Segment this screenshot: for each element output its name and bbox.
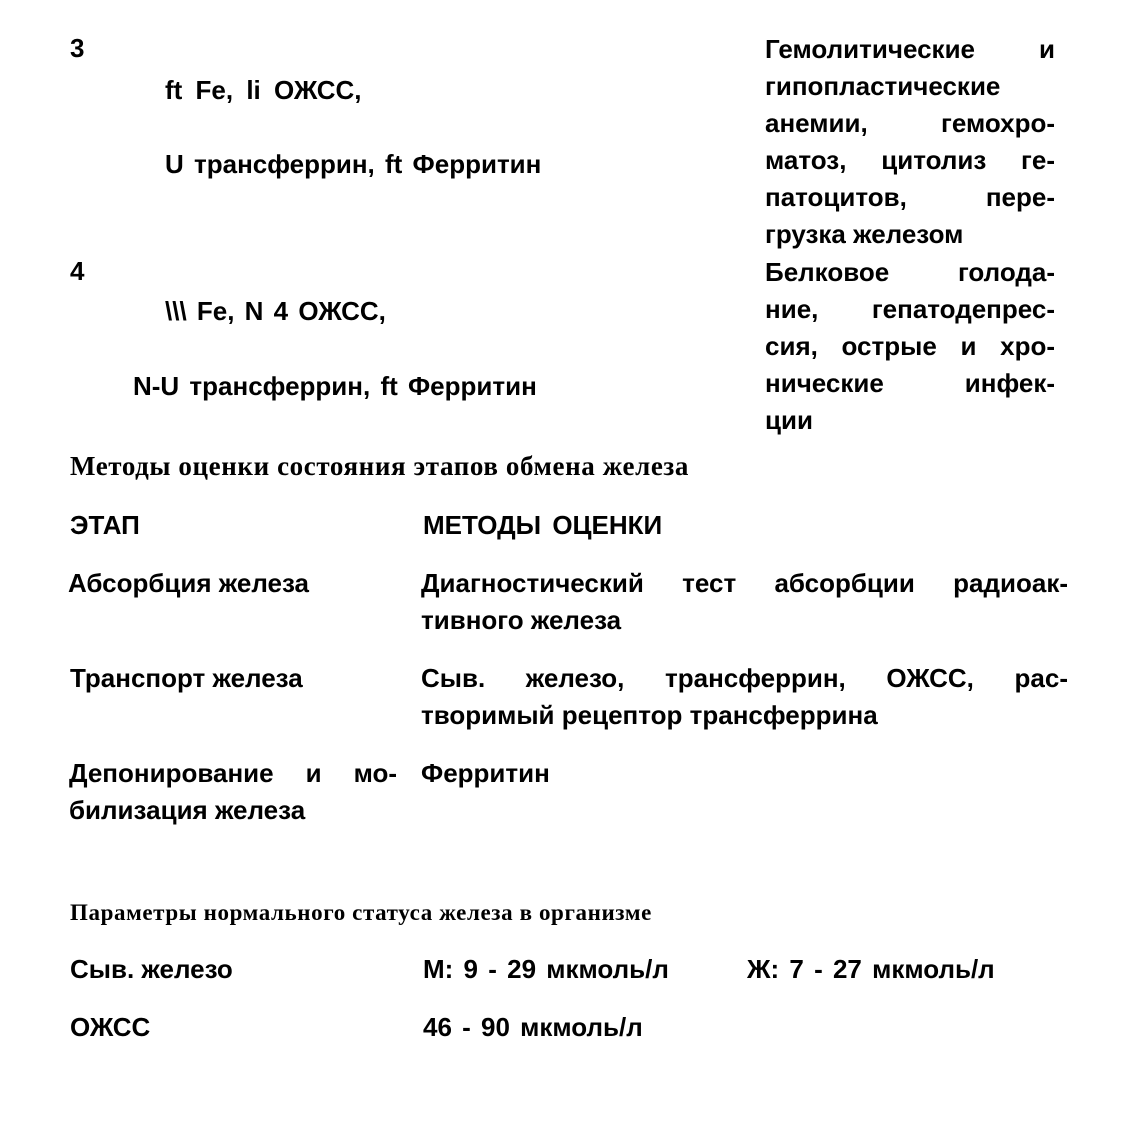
table-row-stage — [70, 660, 400, 697]
stage-line: Депонирование и мо- — [69, 758, 397, 788]
row-number: 4 — [70, 256, 85, 286]
description-line: патоцитов, пере- — [765, 182, 1055, 212]
param-value: М: 9 - 29 мкмоль/л — [423, 954, 669, 984]
param-label: Сыв. железо — [70, 954, 233, 984]
method-line: творимый рецептор трансферрина — [421, 700, 878, 730]
param-label: ОЖСС — [70, 1012, 151, 1042]
table-row-methods — [421, 565, 1068, 639]
stage-line: билизация железа — [69, 795, 306, 825]
row-values-line2: N-U трансферрин, ft Ферритин — [133, 371, 537, 401]
description-line: нические инфек- — [765, 368, 1055, 398]
row-description — [765, 254, 1055, 439]
param-value: 46 - 90 мкмоль/л — [423, 1012, 643, 1042]
stage-line: Абсорбция железа — [68, 568, 310, 598]
table-header-stage: ЭТАП — [70, 510, 140, 540]
row-values-line1: ft Fe, li ОЖСС, — [165, 75, 362, 105]
description-line: ние, гепатодепрес- — [765, 294, 1055, 324]
table-row-methods — [421, 660, 1068, 734]
row-values-line2: U трансферрин, ft Ферритин — [165, 149, 542, 179]
method-line: тивного железа — [421, 605, 622, 635]
method-line: Диагностический тест абсорбции радиоак- — [421, 568, 1068, 598]
description-line: Гемолитические и — [765, 34, 1055, 64]
param-value: Ж: 7 - 27 мкмоль/л — [747, 954, 995, 984]
description-line: ции — [765, 405, 813, 435]
table-row-stage — [68, 565, 398, 602]
description-line: Белковое голода- — [765, 257, 1055, 287]
table-header-methods: МЕТОДЫ ОЦЕНКИ — [423, 510, 663, 540]
table-row-methods — [421, 755, 1068, 792]
description-line: анемии, гемохро- — [765, 108, 1055, 138]
row-description — [765, 31, 1055, 253]
description-line: матоз, цитолиз ге- — [765, 145, 1055, 175]
method-line: Сыв. железо, трансферрин, ОЖСС, рас- — [421, 663, 1068, 693]
row-values-line1: \\\ Fe, N 4 ОЖСС, — [165, 296, 386, 326]
description-line: грузка железом — [765, 219, 964, 249]
description-line: сия, острые и хро- — [765, 331, 1055, 361]
section-title: Методы оценки состояния этапов обмена железа — [70, 451, 689, 481]
description-line: гипопластические — [765, 71, 1001, 101]
stage-line: Транспорт железа — [70, 663, 303, 693]
row-number: 3 — [70, 33, 85, 63]
table-row-stage — [69, 755, 397, 829]
method-line: Ферритин — [421, 758, 550, 788]
section-title: Параметры нормального статуса железа в организме — [70, 900, 652, 925]
